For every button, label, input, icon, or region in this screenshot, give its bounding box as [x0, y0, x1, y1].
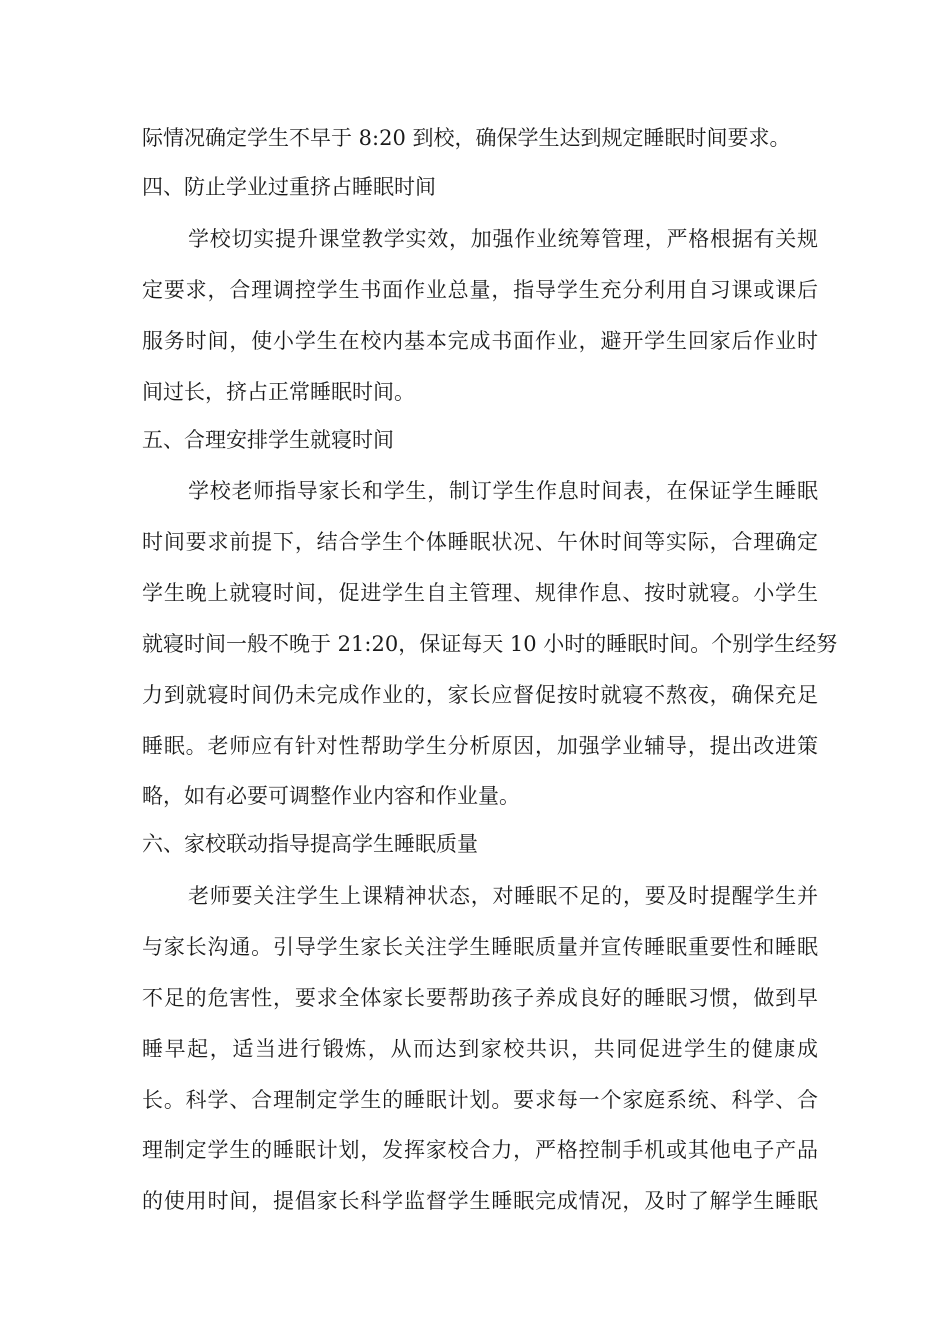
paragraph-line: 长。科学、合理制定学生的睡眠计划。要求每一个家庭系统、科学、合 — [142, 1088, 818, 1112]
paragraph-line: 的使用时间，提倡家长科学监督学生睡眠完成情况，及时了解学生睡眠 — [142, 1189, 818, 1213]
section-heading-4: 四、防止学业过重挤占睡眠时间 — [142, 175, 436, 199]
paragraph-line: 略，如有必要可调整作业内容和作业量。 — [142, 784, 520, 808]
paragraph-line: 学校切实提升课堂教学实效，加强作业统筹管理，严格根据有关规 — [188, 227, 818, 251]
paragraph-line: 时间要求前提下，结合学生个体睡眠状况、午休时间等实际，合理确定 — [142, 530, 818, 554]
paragraph-line: 学校老师指导家长和学生，制订学生作息时间表，在保证学生睡眠 — [188, 479, 818, 503]
paragraph-line: 定要求，合理调控学生书面作业总量，指导学生充分利用自习课或课后 — [142, 278, 818, 302]
paragraph-line: 睡早起，适当进行锻炼，从而达到家校共识，共同促进学生的健康成 — [142, 1037, 818, 1061]
paragraph-line: 不足的危害性，要求全体家长要帮助孩子养成良好的睡眠习惯，做到早 — [142, 986, 818, 1010]
paragraph-line: 与家长沟通。引导学生家长关注学生睡眠质量并宣传睡眠重要性和睡眠 — [142, 935, 818, 959]
paragraph-line: 际情况确定学生不早于 8:20 到校，确保学生达到规定睡眠时间要求。 — [142, 126, 791, 150]
paragraph-line: 就寝时间一般不晚于 21:20，保证每天 10 小时的睡眠时间。个别学生经努 — [142, 632, 838, 656]
paragraph-line: 力到就寝时间仍未完成作业的，家长应督促按时就寝不熬夜，确保充足 — [142, 683, 818, 707]
paragraph-line: 理制定学生的睡眠计划，发挥家校合力，严格控制手机或其他电子产品 — [142, 1138, 818, 1162]
paragraph-line: 老师要关注学生上课精神状态，对睡眠不足的，要及时提醒学生并 — [188, 884, 818, 908]
paragraph-line: 学生晚上就寝时间，促进学生自主管理、规律作息、按时就寝。小学生 — [142, 581, 818, 605]
paragraph-line: 睡眠。老师应有针对性帮助学生分析原因，加强学业辅导，提出改进策 — [142, 734, 818, 758]
paragraph-line: 间过长，挤占正常睡眠时间。 — [142, 380, 415, 404]
section-heading-6: 六、家校联动指导提高学生睡眠质量 — [142, 832, 478, 856]
section-heading-5: 五、合理安排学生就寝时间 — [142, 428, 394, 452]
paragraph-line: 服务时间，使小学生在校内基本完成书面作业，避开学生回家后作业时 — [142, 329, 818, 353]
